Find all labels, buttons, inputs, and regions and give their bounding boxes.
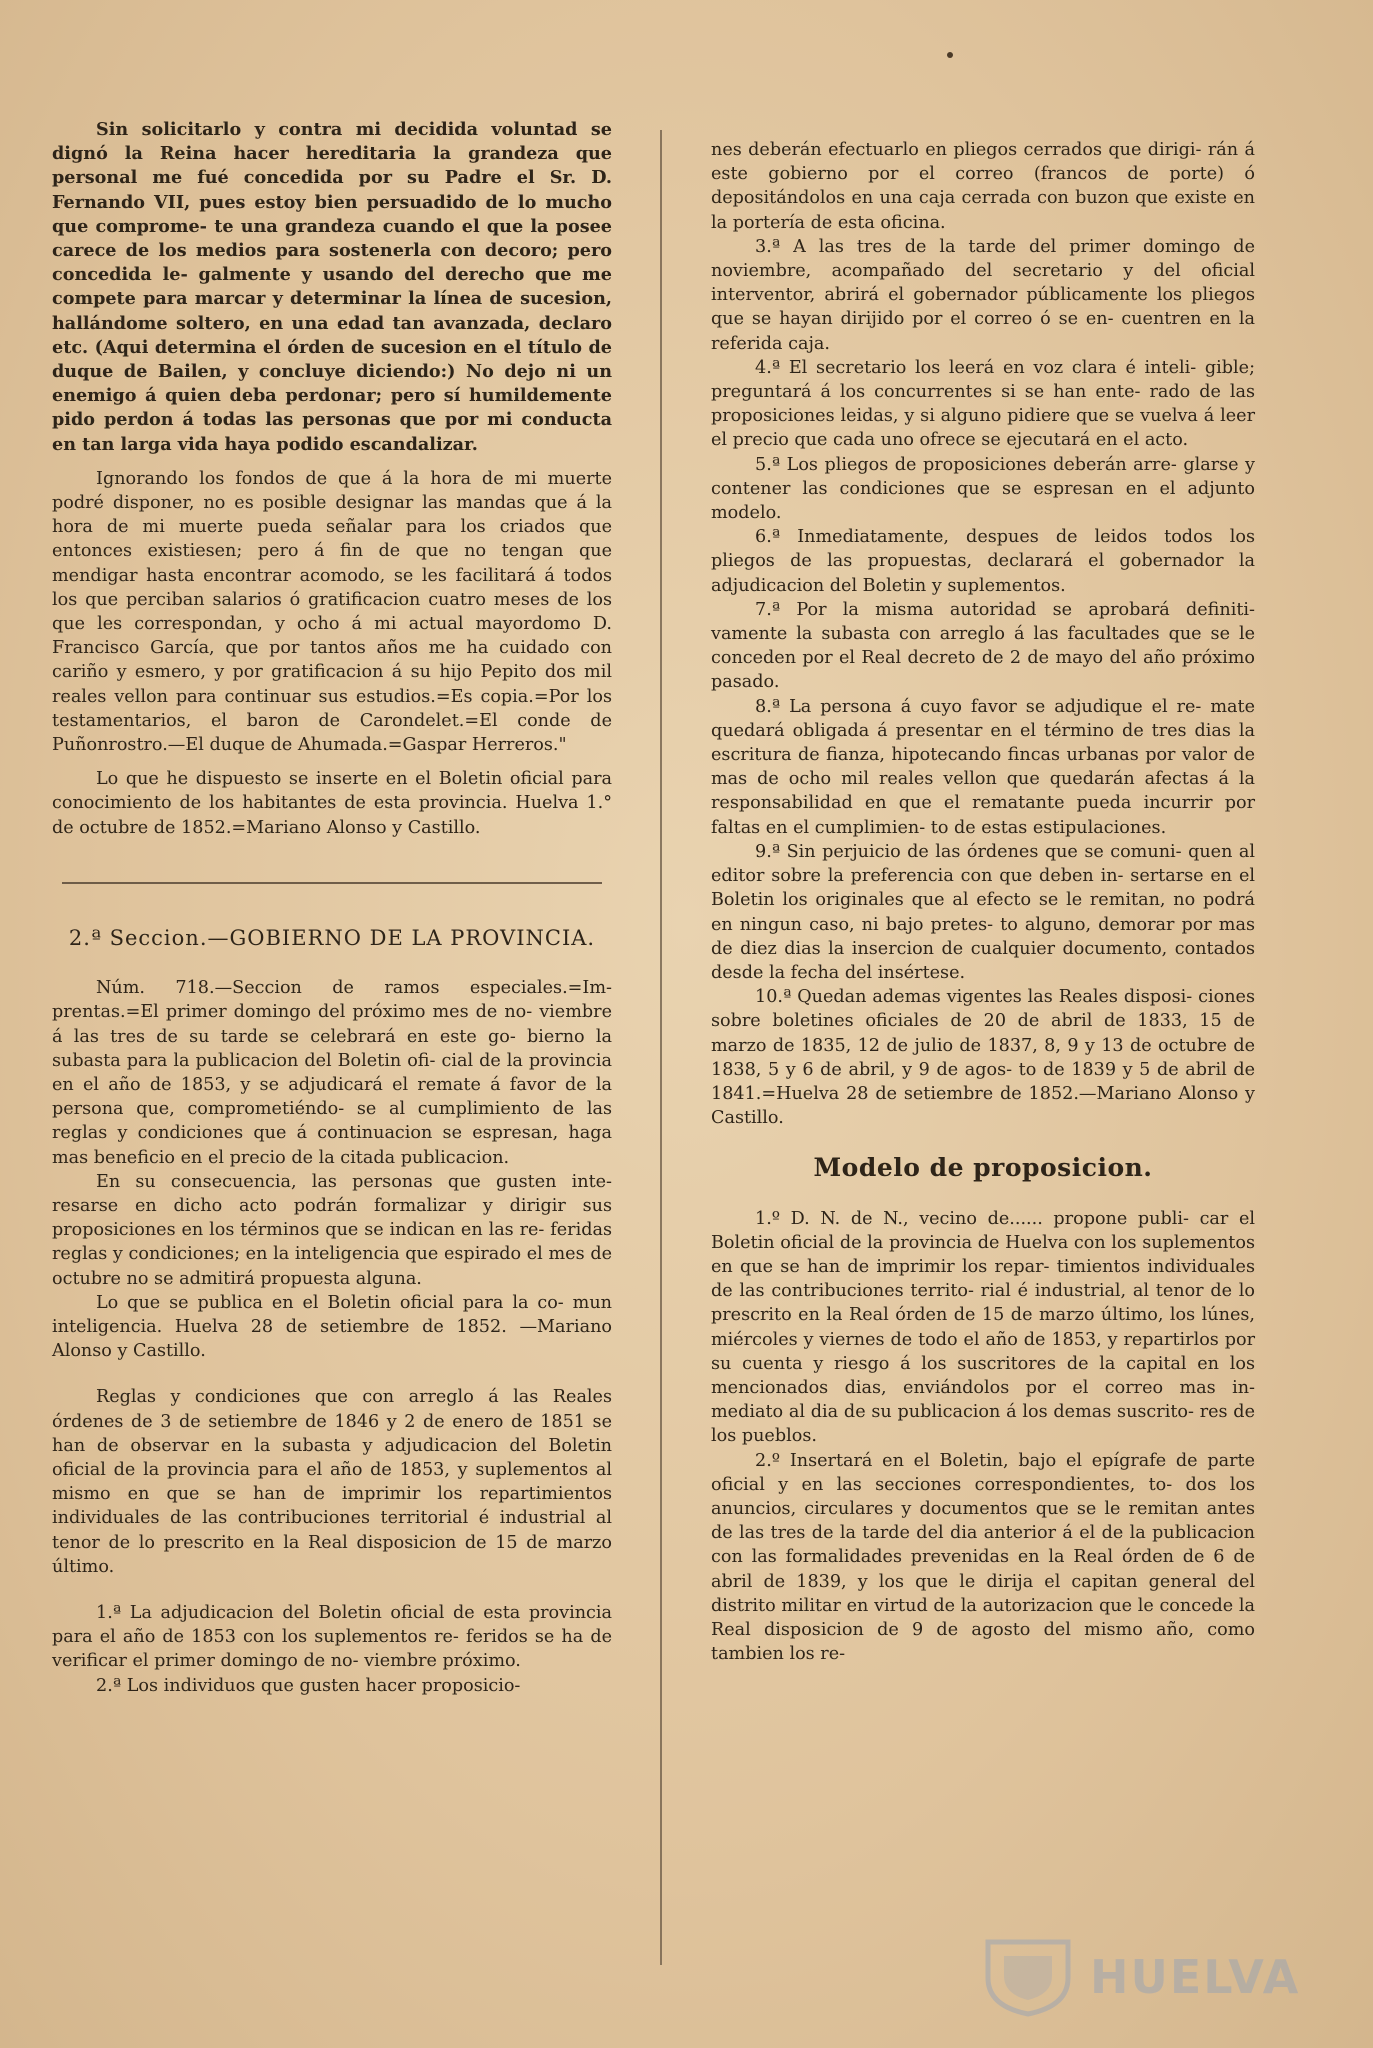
section-heading: 2.ª Seccion.—GOBIERNO DE LA PROVINCIA. — [68, 925, 596, 950]
rule-7: 7.ª Por la misma autoridad se aprobará definiti- vamente la subasta con arreglo á las facultades que se le conceden por el Real decreto de 2 de mayo del año próximo pasado. — [711, 599, 1255, 693]
left-column — [52, 118, 612, 1698]
rules-intro: Reglas y condiciones que con arreglo á las Reales órdenes de 3 de setiembre de 1846 y 2 de enero de 1851 se han de observar en la subasta y adjudicacion del Boletin oficial de la provincia para el año de 1853, y suplementos al mismo en que se han de imprimir los repartimientos individuales de las contribuciones territorial é industrial al tenor de lo prescrito en la Real disposicion de 15 de marzo último. — [52, 1387, 612, 1577]
ink-spot — [947, 52, 953, 58]
rule-8: 8.ª La persona á cuyo favor se adjudique el re- mate quedará obligada á presentar en el término de tres dias la escritura de fianza, hipotecando fincas urbanas por valor de mas de ocho mil reales vellon que quedarán afectas á la responsabilidad en que el rematante pueda incurrir por faltas en el cumplimien- to de estas estipulaciones. — [711, 696, 1255, 838]
rule-2-start: 2.ª Los individuos que gusten hacer proposicio- — [96, 1675, 521, 1696]
paragraph-consecuencia: En su consecuencia, las personas que gusten inte- resarse en dicho acto podrán formalizar y dirigir sus proposiciones en los términos que se indican en las re- feridas reglas y condiciones; en la inteligencia que espirado el mes de octubre no se admitirá propuesta alguna. — [52, 1171, 612, 1289]
rule-10: 10.ª Quedan ademas vigentes las Reales disposi- ciones sobre boletines oficiales de 20 de abril de 1833, 15 de marzo de 1835, 12 de julio de 1837, 8, 9 y 13 de octubre de 1838, 5 y 6 de abril, y 9 de agos- to de 1839 y 5 de abril de 1841.=Huelva 28 de setiembre de 1852.—Mariano Alonso y Castillo. — [711, 987, 1255, 1129]
rule-3: 3.ª A las tres de la tarde del primer domingo de noviembre, acompañado del secretario y del oficial interventor, abrirá el gobernador públicamente los pliegos que se hayan dirijido por el correo ó se en- cuentren en la referida caja. — [711, 236, 1255, 354]
watermark-text: HUELVA — [1090, 1950, 1301, 2004]
column-divider — [660, 130, 662, 1965]
rule-2-end: nes deberán efectuarlo en pliegos cerrados que dirigi- rán á este gobierno por el correo (francos de porte) ó depositándolos en una caja cerrada con buzon que existe en la portería de esta oficina. — [711, 140, 1255, 233]
watermark-logo — [968, 1934, 1301, 2018]
rule-6: 6.ª Inmediatamente, despues de leidos todos los pliegos de las propuestas, declarará el gobernador la adjudicacion del Boletin y suplementos. — [711, 527, 1255, 596]
paragraph-publica: Lo que se publica en el Boletin oficial para la co- mun inteligencia. Huelva 28 de setiembre de 1852. —Mariano Alonso y Castillo. — [52, 1292, 612, 1362]
shield-icon — [968, 1934, 1088, 2018]
paragraph-subasta: Núm. 718.—Seccion de ramos especiales.=Im- prentas.=El primer domingo del próximo mes de no- viembre á las tres de su tarde se celebrará en este go- bierno la subasta para la publicacion del Boletin ofi- cial de la provincia en el año de 1853, y se adjudicará el remate á favor de la persona que, comprometiéndo- se al cumplimiento de las reglas y condiciones que á continuacion se espresan, haga mas beneficio en el precio de la citada publicacion. — [52, 978, 612, 1168]
rule-4: 4.ª El secretario los leerá en voz clara é inteli- gible; preguntará á los concurrentes si se han ente- rado de las proposiciones leidas, y si alguno pidiere que se vuelva á leer el precio que cada uno ofrece se ejecutará en el acto. — [711, 357, 1255, 451]
model-item-1: 1.º D. N. de N., vecino de...... propone publi- car el Boletin oficial de la provincia de Huelva con los suplementos en que se han de imprimir los repar- timientos individuales de las contribuciones territo- rial é industrial, al tenor de lo prescrito en la Real órden de 15 de marzo último, los lúnes, miércoles y viernes de todo el año de 1853, y repartirlos por su cuenta y riesgo á los suscritores de la capital en los mencionados dias, enviándolos por el correo mas in- mediato al dia de su publicacion á los demas suscrito- res de los pueblos. — [711, 1208, 1255, 1447]
paragraph-testament-2: Ignorando los fondos de que á la hora de mi muerte podré disponer, no es posible designar las mandas que á la hora de mi muerte pueda señalar para los criados que entonces existiesen; pero á fin de que no tengan que mendigar hasta encontrar acomodo, se les facilitará á todos los que perciban salarios ó gratificacion cuatro meses de los que les correspondan, y ocho á mi actual mayordomo D. Francisco García, que por tantos años me ha cuidado con cariño y esmero, y por gratificacion á su hijo Pepito dos mil reales vellon para continuar sus estudios.=Es copia.=Por los testamentarios, el baron de Carondelet.=El conde de Puñonrostro.—El duque de Ahumada.=Gaspar Herreros." — [52, 468, 612, 756]
rule-5: 5.ª Los pliegos de proposiciones deberán arre- glarse y contener las condiciones que se espresan en el adjunto modelo. — [711, 454, 1255, 524]
model-title: Modelo de proposicion. — [813, 1153, 1153, 1183]
section-divider — [62, 882, 602, 884]
model-item-2: 2.º Insertará en el Boletin, bajo el epígrafe de parte oficial y en las secciones correspondientes, to- dos los anuncios, circulares y documentos que se le remitan antes de las tres de la tarde del dia anterior á el de la publicacion con las formalidades prevenidas en la Real órden de 6 de abril de 1839, y los que le dirija el capitan general del distrito militar en virtud de la autorizacion que le concede la Real disposicion de 9 de agosto del mismo año, como tambien los re- — [711, 1450, 1255, 1665]
right-column — [711, 138, 1255, 1666]
paragraph-testament-3: Lo que he dispuesto se inserte en el Boletin oficial para conocimiento de los habitantes de esta provincia. Huelva 1.° de octubre de 1852.=Mariano Alonso y Castillo. — [52, 769, 612, 838]
rule-1: 1.ª La adjudicacion del Boletin oficial de esta provincia para el año de 1853 con los suplementos re- feridos se ha de verificar el primer domingo de no- viembre próximo. — [52, 1602, 612, 1672]
rule-9: 9.ª Sin perjuicio de las órdenes que se comuni- quen al editor sobre la preferencia con que deben in- sertarse en el Boletin los originales que al efecto se le remitan, no podrá en ningun caso, ni bajo pretes- to alguno, demorar por mas de diez dias la insercion de cualquier documento, contados desde la fecha del insértese. — [711, 841, 1255, 983]
paragraph-testament-1: Sin solicitarlo y contra mi decidida voluntad se dignó la Reina hacer hereditaria la grandeza que personal me fué concedida por su Padre el Sr. D. Fernando VII, pues estoy bien persuadido de lo mucho que comprome- te una grandeza cuando el que la posee carece de los medios para sostenerla con decoro; pero concedida le- galmente y usando del derecho que me compete para marcar y determinar la línea de sucesion, hallándome soltero, en una edad tan avanzada, declaro etc. (Aqui determina el órden de sucesion en el título de duque de Bailen, y concluye diciendo:) No dejo ni un enemigo á quien deba perdonar; pero sí humildemente pido perdon á todas las personas que por mi conducta en tan larga vida haya podido escandalizar. — [52, 119, 612, 455]
